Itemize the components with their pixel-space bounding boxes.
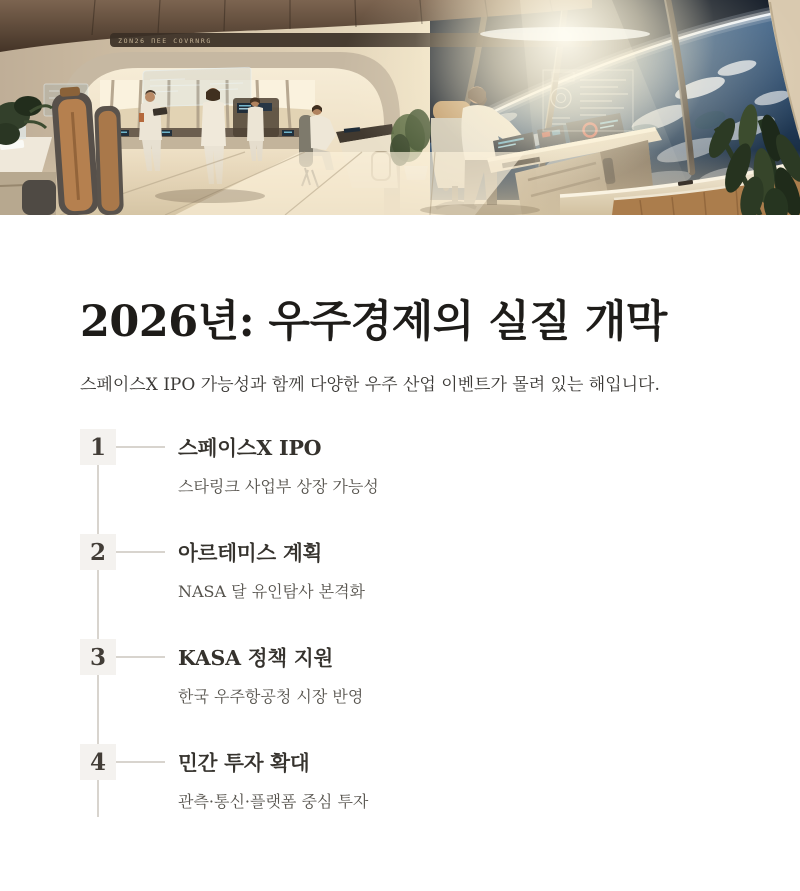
item-number: 1 bbox=[89, 433, 106, 461]
item-description: 한국 우주항공청 시장 반영 bbox=[178, 687, 364, 707]
timeline-item-3 bbox=[80, 639, 720, 744]
item-title: 민간 투자 확대 bbox=[178, 751, 310, 776]
horizontal-connector bbox=[116, 446, 165, 448]
item-number-badge bbox=[80, 639, 116, 675]
item-title: KASA 정책 지원 bbox=[178, 646, 334, 671]
horizontal-connector bbox=[116, 551, 165, 553]
item-description: 스타링크 사업부 상장 가능성 bbox=[178, 477, 379, 497]
item-number: 4 bbox=[89, 748, 106, 776]
item-number: 2 bbox=[89, 538, 106, 566]
item-number-badge bbox=[80, 429, 116, 465]
item-title: 스페이스X IPO bbox=[178, 436, 322, 461]
vertical-connector bbox=[97, 465, 99, 535]
signage-text: ZON26 ΠEE COVRNRG bbox=[118, 37, 212, 45]
timeline-item-2 bbox=[80, 534, 720, 639]
item-content bbox=[178, 431, 379, 497]
item-content bbox=[178, 536, 365, 602]
page-content bbox=[0, 297, 800, 849]
timeline-item-1 bbox=[80, 429, 720, 534]
item-description: NASA 달 유인탐사 본격화 bbox=[178, 582, 365, 602]
item-description: 관측·통신·플랫폼 중심 투자 bbox=[178, 792, 369, 812]
vertical-connector bbox=[97, 780, 99, 817]
item-number: 3 bbox=[89, 643, 106, 671]
item-number-badge bbox=[80, 534, 116, 570]
timeline-item-4 bbox=[80, 744, 720, 849]
vertical-connector bbox=[97, 570, 99, 640]
hero-image bbox=[0, 0, 800, 215]
horizontal-connector bbox=[116, 656, 165, 658]
chair-armrest bbox=[22, 180, 56, 215]
vertical-connector bbox=[97, 675, 99, 745]
item-title: 아르테미스 계획 bbox=[178, 541, 323, 566]
horizontal-connector bbox=[116, 761, 165, 763]
item-content bbox=[178, 746, 368, 812]
page-subtitle: 스페이스X IPO 가능성과 함께 다양한 우주 산업 이벤트가 몰려 있는 해입니다. bbox=[80, 375, 660, 396]
item-content bbox=[178, 641, 363, 707]
item-number-badge bbox=[80, 744, 116, 780]
timeline bbox=[80, 429, 720, 849]
page-title: 2026년: 우주경제의 실질 개막 bbox=[80, 297, 667, 347]
